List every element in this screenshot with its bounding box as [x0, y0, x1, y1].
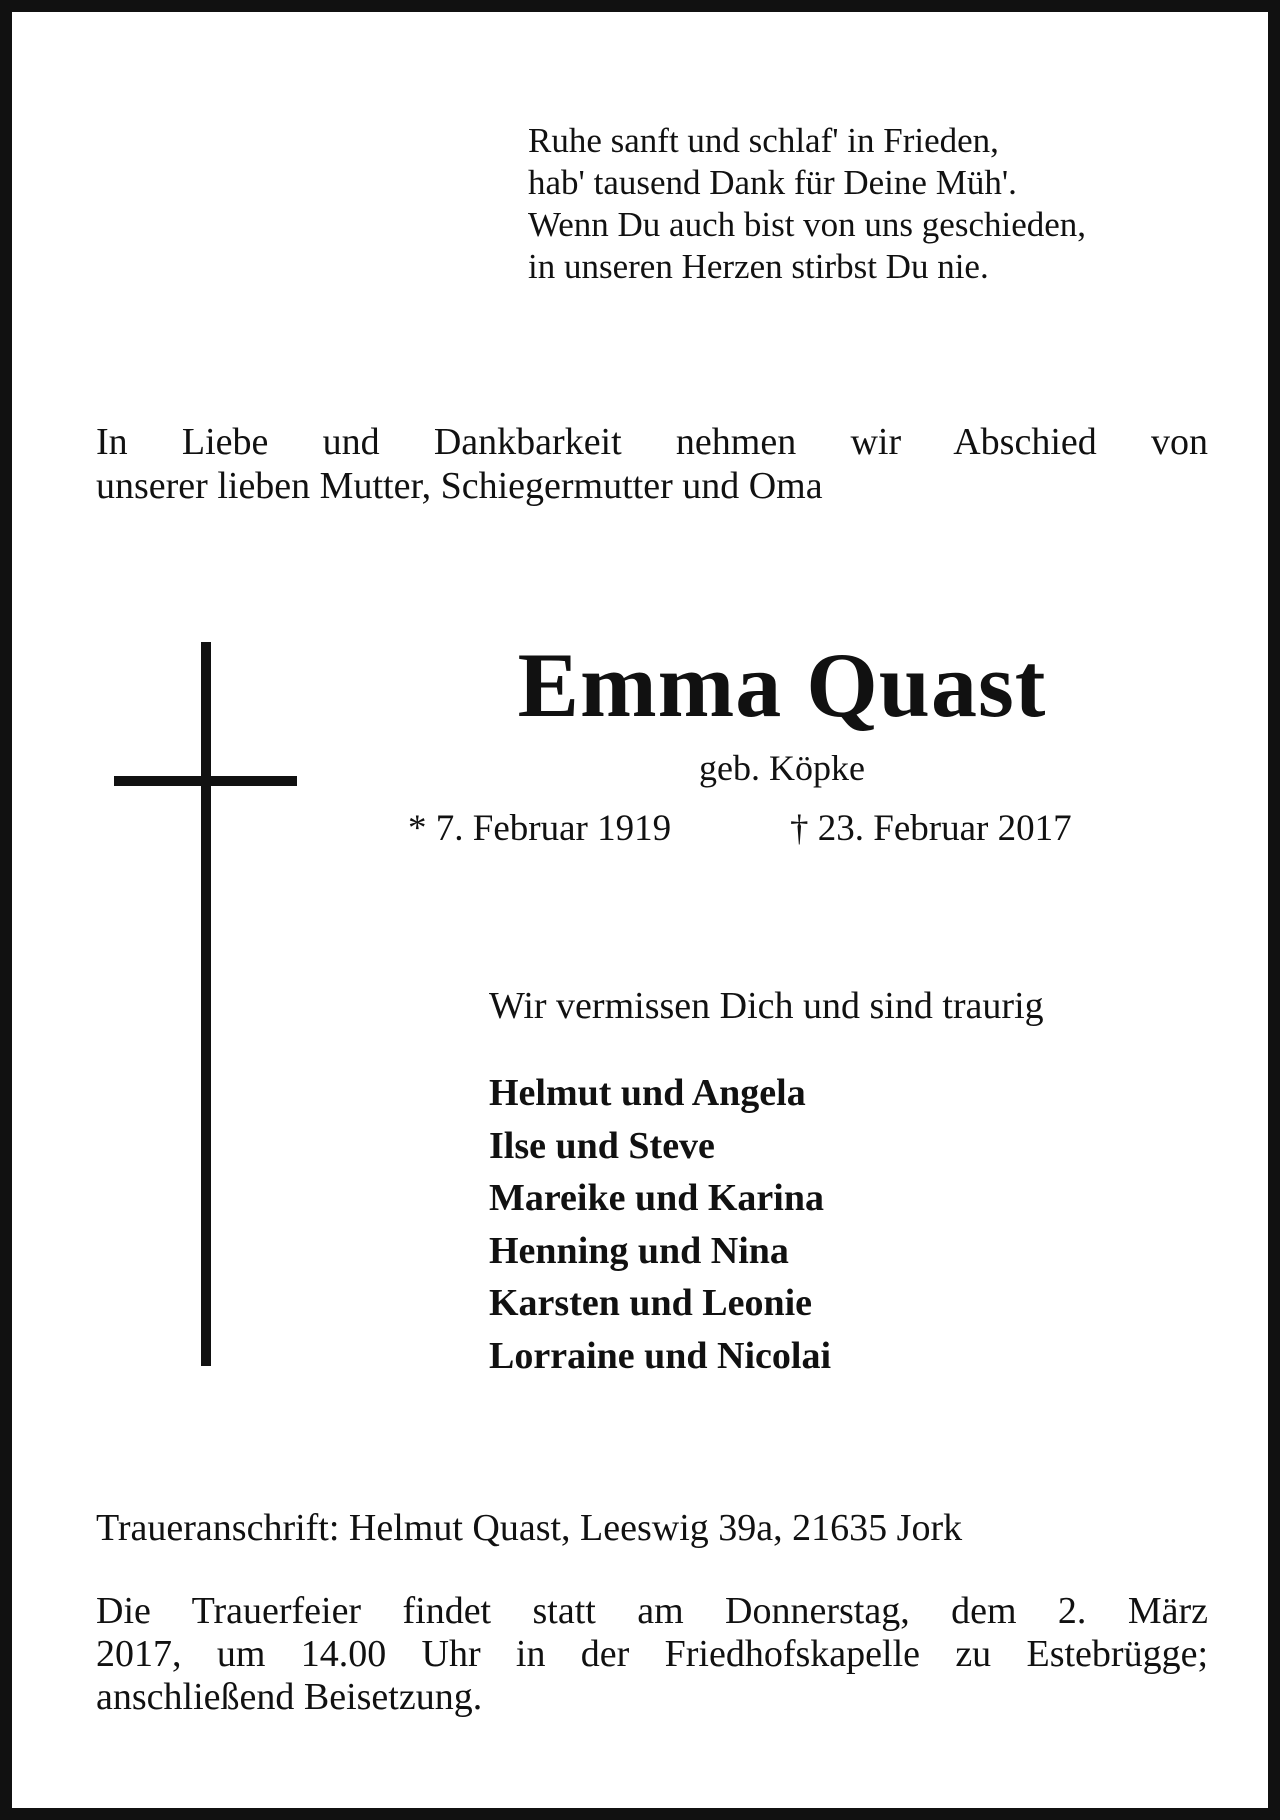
ceremony-line-2: 2017, um 14.00 Uhr in der Friedhofskapelle zu Estebrügge;: [96, 1633, 1208, 1675]
mourner-name: Henning und Nina: [489, 1229, 789, 1272]
poem-line-1: Ruhe sanft und schlaf' in Frieden,: [528, 121, 999, 160]
funeral-ceremony-info: [96, 1590, 1208, 1719]
deceased-name: Emma Quast: [517, 634, 1047, 736]
cross-icon-crossbar: [114, 776, 297, 786]
poem-line-4: in unseren Herzen stirbst Du nie.: [528, 247, 989, 286]
farewell-intro: [96, 420, 1208, 508]
mourner-name: Ilse und Steve: [489, 1124, 715, 1167]
poem-line-2: hab' tausend Dank für Deine Müh'.: [528, 163, 1017, 202]
death-date: † 23. Februar 2017: [790, 808, 1072, 849]
mourners-list: [489, 1067, 1189, 1382]
mourning-address: Traueranschrift: Helmut Quast, Leeswig 39a, 21635 Jork: [96, 1507, 963, 1549]
maiden-name: geb. Köpke: [699, 748, 865, 788]
mourner-name: Lorraine und Nicolai: [489, 1334, 832, 1377]
memorial-poem: [528, 120, 1228, 288]
birth-date: * 7. Februar 1919: [408, 808, 672, 849]
mourner-name: Helmut und Angela: [489, 1072, 806, 1114]
mourner-name: Karsten und Leonie: [489, 1282, 813, 1324]
ceremony-line-3: anschließend Beisetzung.: [96, 1676, 483, 1718]
mourners-heading: Wir vermissen Dich und sind traurig: [489, 985, 1044, 1027]
mourner-name: Mareike und Karina: [489, 1177, 824, 1219]
intro-line-1: In Liebe und Dankbarkeit nehmen wir Abschied von: [96, 421, 1208, 463]
cross-icon: [201, 642, 211, 1366]
ceremony-line-1: Die Trauerfeier findet statt am Donnerstag, dem 2. März: [96, 1590, 1208, 1632]
intro-line-2: unserer lieben Mutter, Schiegermutter und Oma: [96, 465, 823, 507]
poem-line-3: Wenn Du auch bist von uns geschieden,: [528, 205, 1087, 244]
